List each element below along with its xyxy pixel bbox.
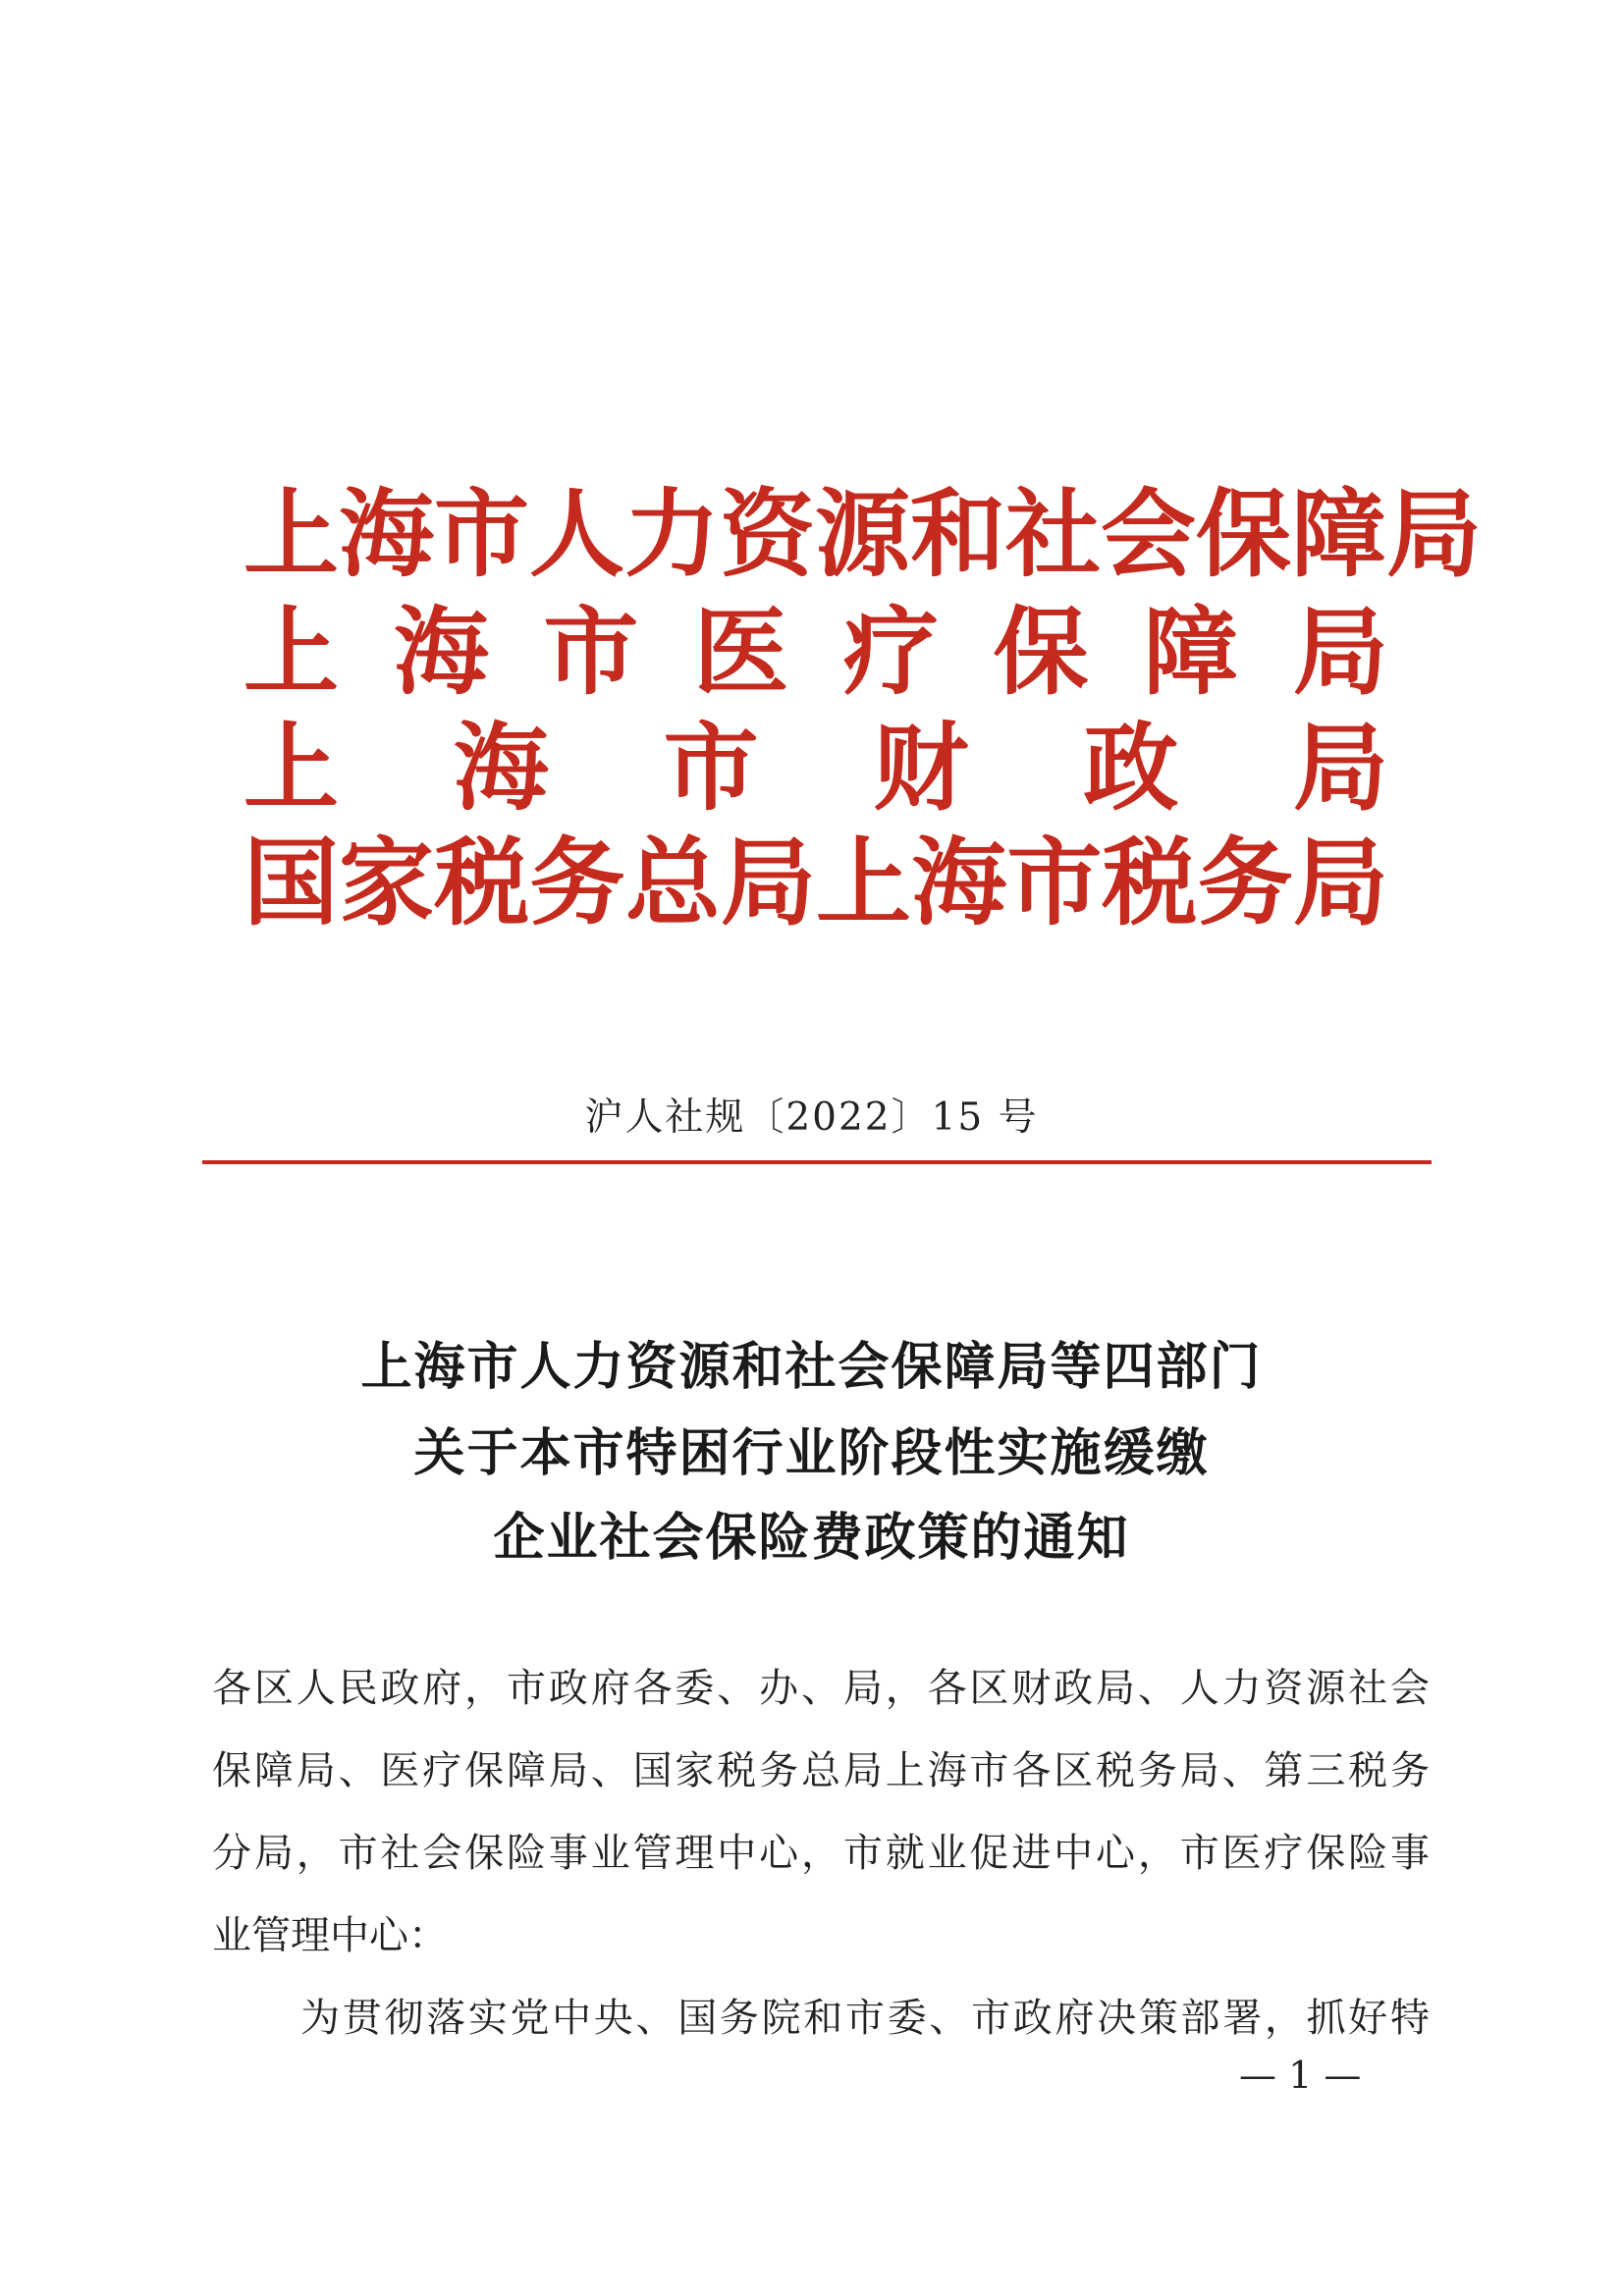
issuer-char: 保 — [993, 597, 1089, 708]
issuer-char: 税 — [434, 828, 530, 938]
issuer-char: 会 — [1101, 479, 1196, 590]
issuer-char: 资 — [720, 479, 815, 590]
recipients-line-3: 分局，市社会保险事业管理中心，市就业促进中心，市医疗保险事 — [212, 1831, 1430, 1876]
issuer-char: 税 — [1102, 828, 1198, 938]
recipients-line-1: 各区人民政府，市政府各委、办、局，各区财政局、人力资源社会 — [212, 1666, 1430, 1711]
issuer-char: 局 — [1292, 828, 1388, 938]
page-number: — 1 — — [1239, 2054, 1362, 2097]
issuer-char: 市 — [543, 597, 639, 708]
issuer-char: 务 — [529, 828, 625, 938]
issuer-char: 医 — [693, 597, 789, 708]
issuer-char: 海 — [911, 828, 1007, 938]
recipients-line-2: 保障局、医疗保障局、国家税务总局上海市各区税务局、第三税务 — [212, 1748, 1430, 1793]
issuer-char: 障 — [1143, 597, 1239, 708]
issuer-char: 市 — [663, 713, 759, 824]
issuer-char: 政 — [1083, 713, 1179, 824]
issuer-char: 源 — [815, 479, 910, 590]
issuer-char: 国 — [243, 828, 339, 938]
issuer-char: 和 — [910, 479, 1005, 590]
document-title-line-2: 关于本市特困行业阶段性实施缓缴 — [413, 1423, 1210, 1483]
issuer-char: 上 — [816, 828, 912, 938]
issuer-medical-security-bureau — [243, 599, 1388, 707]
issuer-char: 海 — [453, 713, 549, 824]
issuer-finance-bureau — [243, 715, 1388, 823]
issuer-char: 社 — [1005, 479, 1101, 590]
document-number: 沪人社规〔2022〕15 号 — [584, 1095, 1039, 1140]
issuer-char: 市 — [434, 479, 529, 590]
issuer-char: 力 — [624, 479, 720, 590]
document-title-line-3: 企业社会保险费政策的通知 — [493, 1508, 1130, 1568]
body-paragraph-line: 为贯彻落实党中央、国务院和市委、市政府决策部署，抓好特 — [300, 1996, 1430, 2041]
issuer-char: 局 — [1292, 713, 1388, 824]
issuer-char: 海 — [339, 479, 434, 590]
issuer-char: 局 — [720, 828, 816, 938]
issuer-char: 保 — [1196, 479, 1291, 590]
issuer-char: 市 — [1006, 828, 1103, 938]
issuer-char: 海 — [393, 597, 489, 708]
issuer-char: 财 — [873, 713, 969, 824]
issuer-char: 上 — [243, 597, 339, 708]
issuer-char: 局 — [1386, 479, 1482, 590]
issuer-char: 务 — [1197, 828, 1293, 938]
issuer-char: 障 — [1291, 479, 1386, 590]
issuer-char: 上 — [243, 479, 339, 590]
issuer-hrss-bureau — [243, 479, 1482, 590]
issuer-tax-bureau — [243, 829, 1388, 937]
recipients-line-4: 业管理中心： — [212, 1913, 448, 1958]
issuer-char: 家 — [339, 828, 435, 938]
issuer-char: 人 — [529, 479, 624, 590]
issuer-char: 总 — [624, 828, 721, 938]
red-divider-line — [202, 1160, 1432, 1164]
issuer-char: 局 — [1292, 597, 1388, 708]
issuer-char: 上 — [243, 713, 339, 824]
document-title-line-1: 上海市人力资源和社会保障局等四部门 — [360, 1337, 1263, 1397]
issuer-char: 疗 — [842, 597, 939, 708]
